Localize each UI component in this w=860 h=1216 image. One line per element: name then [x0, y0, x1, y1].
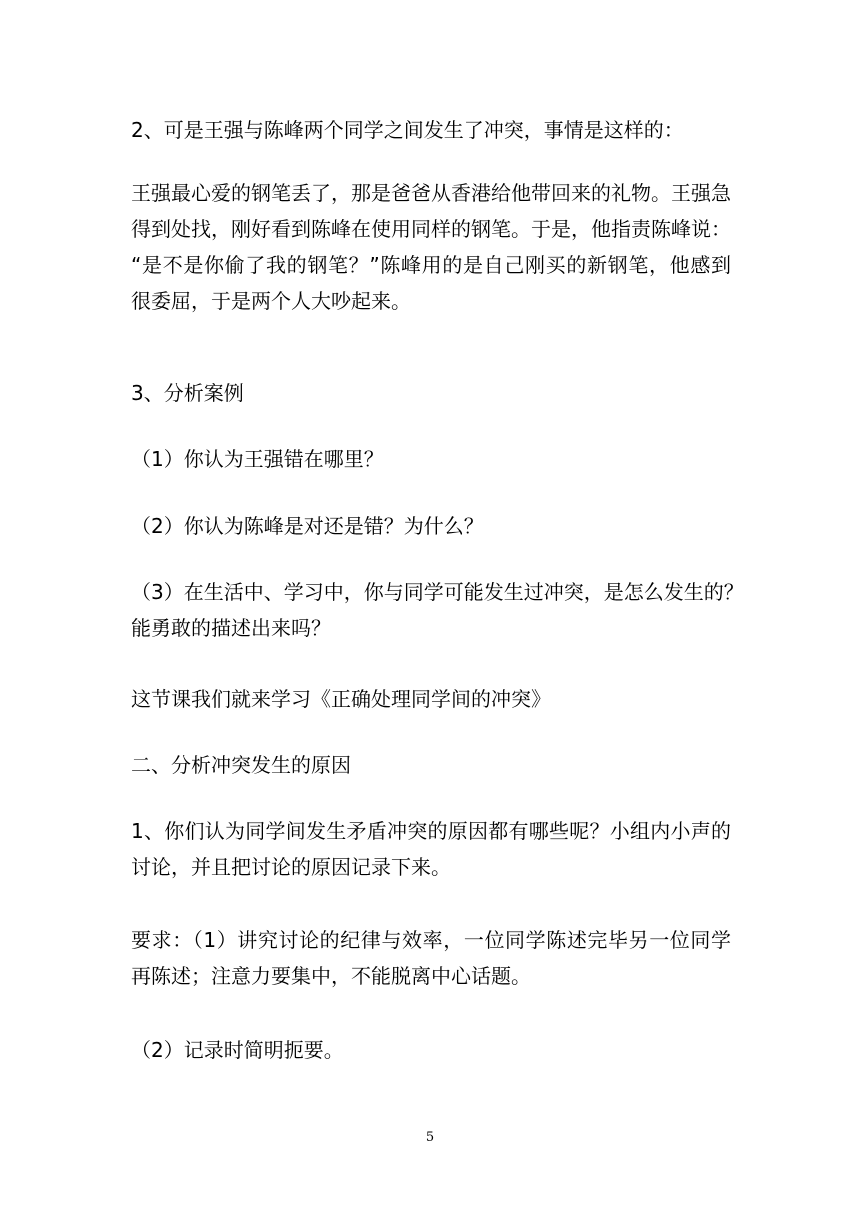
paragraph-requirement-2	[131, 1032, 731, 1068]
paragraph-case-story	[131, 175, 731, 319]
text-line: 讨论，并且把讨论的原因记录下来。	[131, 855, 451, 879]
paragraph-requirements	[131, 922, 731, 994]
text-line: 再陈述；注意力要集中，不能脱离中心话题。	[131, 964, 531, 988]
text-line: 得到处找，刚好看到陈峰在使用同样的钢笔。于是，他指责陈峰说：	[131, 217, 731, 241]
text-line: 1、你们认为同学间发生矛盾冲突的原因都有哪些呢？小组内小声的	[131, 819, 731, 843]
paragraph-analysis-heading	[131, 375, 731, 411]
paragraph-discussion-task	[131, 813, 731, 885]
paragraph-question-1	[131, 441, 731, 477]
paragraph-case-intro	[131, 112, 731, 148]
paragraph-question-3	[131, 574, 744, 646]
text-line: 2、可是王强与陈峰两个同学之间发生了冲突，事情是这样的：	[131, 118, 684, 142]
section-heading-causes	[131, 747, 731, 783]
text-line: 很委屈，于是两个人大吵起来。	[131, 289, 411, 313]
paragraph-lesson-title	[131, 681, 731, 717]
text-line: “是不是你偷了我的钢笔？”陈峰用的是自己刚买的新钢笔，他感到	[131, 253, 731, 277]
text-line: 二、分析冲突发生的原因	[131, 753, 351, 777]
text-line: 王强最心爱的钢笔丢了，那是爸爸从香港给他带回来的礼物。王强急	[131, 181, 731, 205]
text-line: （2）记录时简明扼要。	[131, 1038, 344, 1062]
text-line: 能勇敢的描述出来吗？	[131, 616, 331, 640]
paragraph-question-2	[131, 508, 731, 544]
text-line: （1）你认为王强错在哪里？	[131, 447, 384, 471]
text-line: 这节课我们就来学习《正确处理同学间的冲突》	[131, 687, 551, 711]
page-number: 5	[425, 1130, 435, 1145]
text-line: （2）你认为陈峰是对还是错？为什么？	[131, 514, 484, 538]
text-line: （3）在生活中、学习中，你与同学可能发生过冲突，是怎么发生的？	[131, 580, 744, 604]
text-line: 3、分析案例	[131, 381, 244, 405]
text-line: 要求：（1）讲究讨论的纪律与效率，一位同学陈述完毕另一位同学	[131, 928, 731, 952]
